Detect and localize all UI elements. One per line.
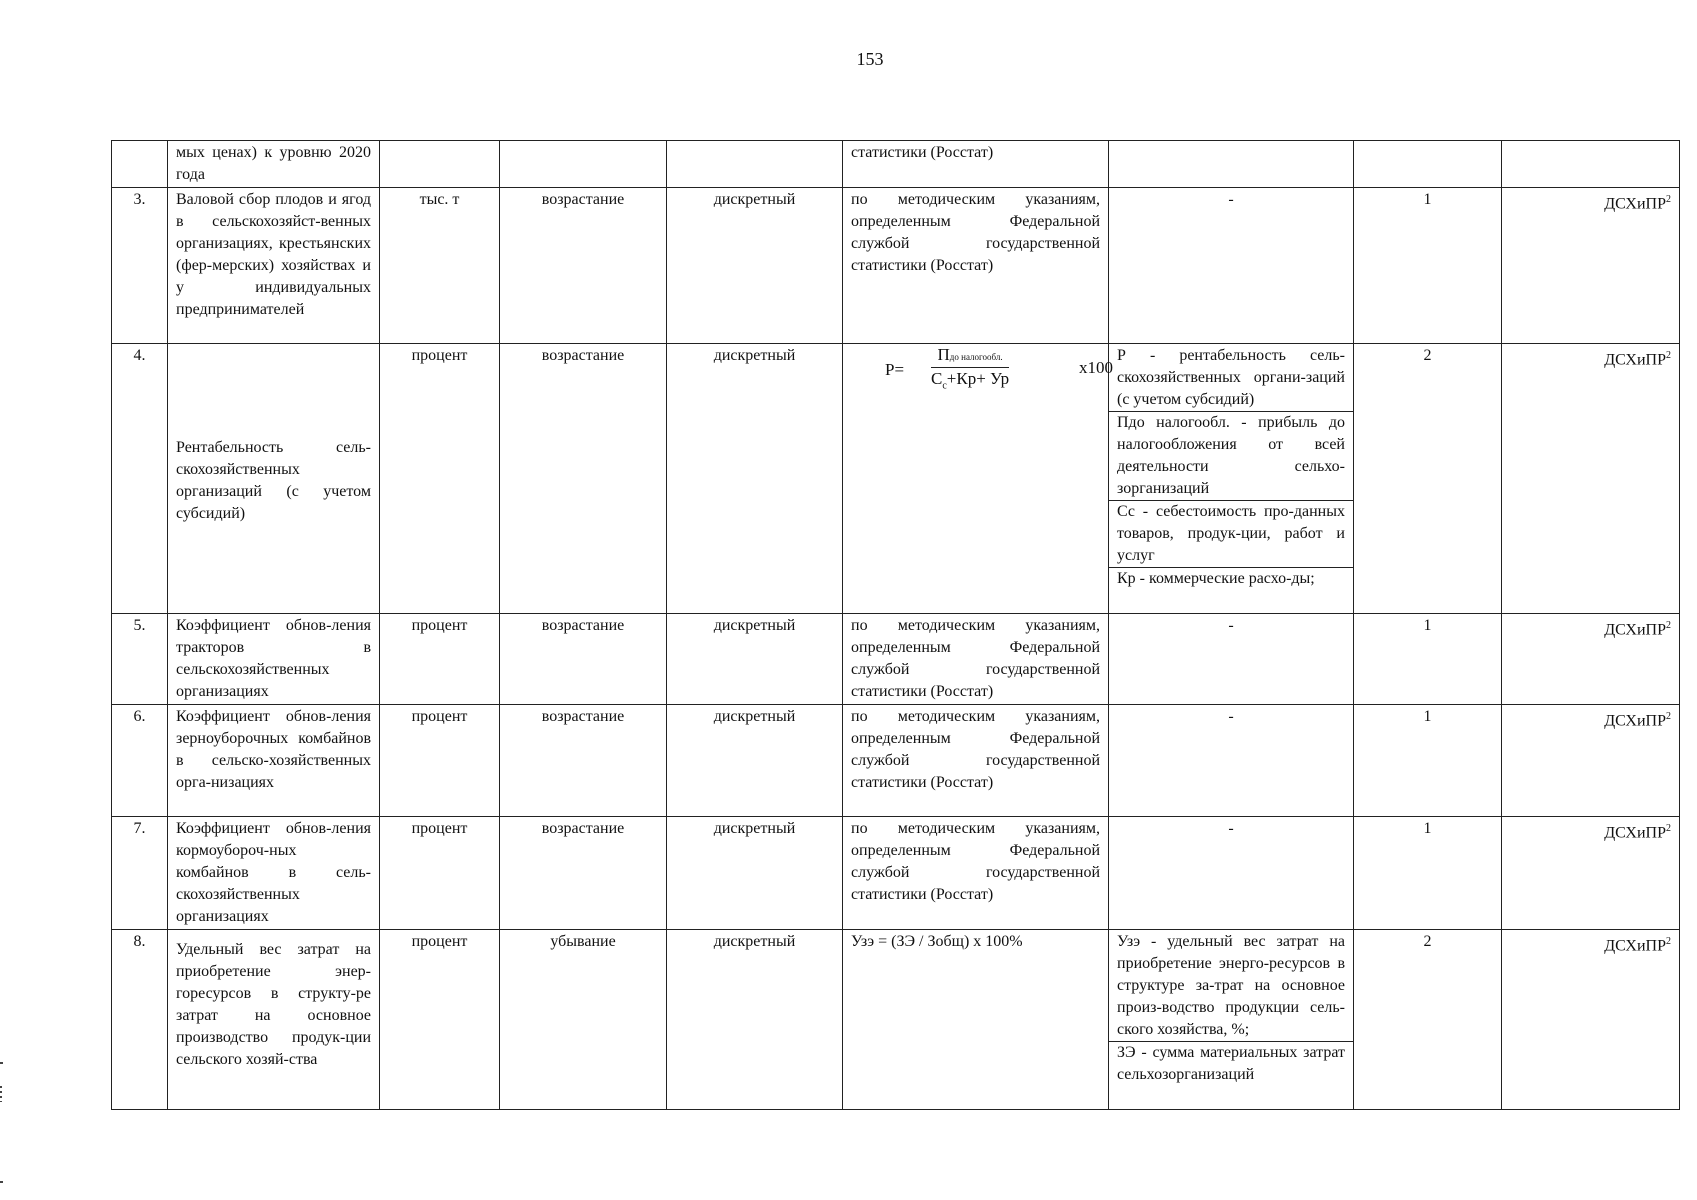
agency-cell [1502, 817, 1680, 930]
scan-margin-mark [0, 1181, 3, 1183]
unit-cell [380, 141, 500, 188]
type-cell: дискретный [667, 817, 843, 930]
method-cell: статистики (Росстат) [843, 141, 1109, 188]
indicator-name: Удельный вес затрат на приобретение энер-горесурсов в структу-ре затрат на основное производство продук-ции сельского хозяй-ства [176, 941, 371, 1068]
method-cell: по методическим указаниям, определенным Федеральной службой государственной статистики (Росстат) [843, 614, 1109, 705]
type-cell: дискретный [667, 344, 843, 614]
n-cell: 1 [1354, 188, 1502, 344]
agency-label: ДСХиПР [1604, 712, 1666, 730]
agency-cell [1502, 188, 1680, 344]
unit-cell: тыс. т [380, 188, 500, 344]
agency-footnote: 2 [1666, 350, 1671, 361]
indicator-name: Коэффициент обнов-ления тракторов в сельскохозяйственных организациях [168, 614, 380, 705]
denominator-symbol: С [931, 369, 943, 388]
agency-label: ДСХиПР [1604, 937, 1666, 955]
formula-multiplier: х100 [1079, 358, 1113, 377]
trend-cell: возрастание [500, 614, 667, 705]
page-number: 153 [856, 49, 884, 69]
row-number: 6. [112, 705, 168, 817]
table-row [112, 344, 1680, 614]
agency-footnote: 2 [1666, 711, 1671, 722]
row-number: 4. [112, 344, 168, 614]
method-cell [843, 344, 1113, 614]
agency-footnote: 2 [1666, 823, 1671, 834]
formula-denominator [931, 368, 1009, 397]
agency-footnote: 2 [1666, 194, 1671, 205]
denominator-subscript: с [942, 380, 947, 392]
notes-cell [1109, 930, 1354, 1110]
scan-margin-mark [0, 1086, 2, 1102]
denominator-rest: +Кр+ Ур [946, 369, 1010, 388]
n-cell: 1 [1354, 817, 1502, 930]
trend-cell: возрастание [500, 188, 667, 344]
note-text: Кр - коммерческие расхо-ды; [1117, 570, 1315, 587]
row-number: 5. [112, 614, 168, 705]
type-cell: дискретный [667, 188, 843, 344]
row-number: 7. [112, 817, 168, 930]
indicator-name-cell [168, 930, 380, 1110]
note-text: Р - рентабельность сель-скохозяйственных органи-заций (с учетом субсидий) [1109, 345, 1353, 412]
table-row [112, 930, 1680, 1110]
trend-cell: возрастание [500, 344, 667, 614]
unit-cell: процент [380, 344, 500, 614]
table-row [112, 614, 1680, 705]
notes-cell [1109, 705, 1354, 817]
notes-cell [1109, 817, 1354, 930]
note-text: Сс - себестоимость про-данных товаров, продук-ции, работ и услуг [1109, 501, 1353, 568]
indicator-name: Рентабельность сель-скохозяйственных организаций (с учетом субсидий) [176, 439, 371, 522]
unit-cell: процент [380, 614, 500, 705]
agency-cell [1502, 930, 1680, 1110]
scan-margin-mark [0, 1062, 3, 1064]
note-text: ЗЭ - сумма материальных затрат сельхозорганизаций [1117, 1044, 1345, 1083]
formula-fraction [931, 345, 1009, 397]
agency-cell [1502, 344, 1680, 614]
notes-cell [1109, 141, 1354, 188]
note-text: Пдо налогообл. - прибыль до налогообложения от всей деятельности сельхо-зорганизаций [1109, 412, 1353, 501]
agency-label: ДСХиПР [1604, 195, 1666, 213]
profitability-formula [851, 345, 1113, 392]
n-cell: 2 [1354, 344, 1502, 614]
agency-footnote: 2 [1666, 936, 1671, 947]
indicator-name: Коэффициент обнов-ления зерноуборочных комбайнов в сельско-хозяйственных орга-низациях [168, 705, 380, 817]
agency-label: ДСХиПР [1604, 621, 1666, 639]
indicator-name: Коэффициент обнов-ления кормоубороч-ных комбайнов в сель-скохозяйственных организациях [168, 817, 380, 930]
agency-cell [1502, 141, 1680, 188]
note-text: - [1228, 191, 1234, 208]
n-cell: 1 [1354, 614, 1502, 705]
agency-label: ДСХиПР [1604, 824, 1666, 842]
notes-cell [1109, 614, 1354, 705]
method-cell: Узэ = (ЗЭ / Зобщ) х 100% [843, 930, 1109, 1110]
method-cell: по методическим указаниям, определенным Федеральной службой государственной статистики (Росстат) [843, 817, 1109, 930]
note-text: - [1228, 617, 1234, 634]
row-number: 3. [112, 188, 168, 344]
formula-lhs: Р= [885, 360, 905, 379]
notes-cell [1109, 188, 1354, 344]
table-row [112, 141, 1680, 188]
agency-footnote: 2 [1666, 620, 1671, 631]
numerator-symbol: П [937, 345, 950, 364]
indicator-name: мых ценах) к уровню 2020 года [168, 141, 380, 188]
method-cell: по методическим указаниям, определенным Федеральной службой государственной статистики (Росстат) [843, 188, 1109, 344]
unit-cell: процент [380, 930, 500, 1110]
indicators-table [111, 140, 1680, 1110]
type-cell [667, 141, 843, 188]
note-text: Узэ - удельный вес затрат на приобретение энерго-ресурсов в структуре за-трат на основное произ-водство продукции сель-ского хозяйства, %; [1109, 931, 1353, 1042]
trend-cell: убывание [500, 930, 667, 1110]
row-number: 8. [112, 930, 168, 1110]
table-row [112, 188, 1680, 344]
n-cell: 2 [1354, 930, 1502, 1110]
trend-cell: возрастание [500, 705, 667, 817]
row-number [112, 141, 168, 188]
type-cell: дискретный [667, 705, 843, 817]
agency-label: ДСХиПР [1604, 351, 1666, 369]
formula-numerator [931, 345, 1009, 368]
trend-cell [500, 141, 667, 188]
note-text: - [1228, 820, 1234, 837]
notes-cell [1109, 344, 1354, 614]
unit-cell: процент [380, 817, 500, 930]
table-row [112, 705, 1680, 817]
indicator-name-cell [168, 344, 380, 614]
n-cell [1354, 141, 1502, 188]
trend-cell: возрастание [500, 817, 667, 930]
method-cell: по методическим указаниям, определенным Федеральной службой государственной статистики (Росстат) [843, 705, 1109, 817]
type-cell: дискретный [667, 930, 843, 1110]
agency-cell [1502, 614, 1680, 705]
table-row [112, 817, 1680, 930]
unit-cell: процент [380, 705, 500, 817]
type-cell: дискретный [667, 614, 843, 705]
agency-cell [1502, 705, 1680, 817]
numerator-subscript: до налогообл. [949, 352, 1003, 362]
indicator-name: Валовой сбор плодов и ягод в сельскохозяйст-венных организациях, крестьянских (фер-мерских) хозяйствах и у индивидуальных предпринимателей [168, 188, 380, 344]
note-text: - [1228, 708, 1234, 725]
n-cell: 1 [1354, 705, 1502, 817]
